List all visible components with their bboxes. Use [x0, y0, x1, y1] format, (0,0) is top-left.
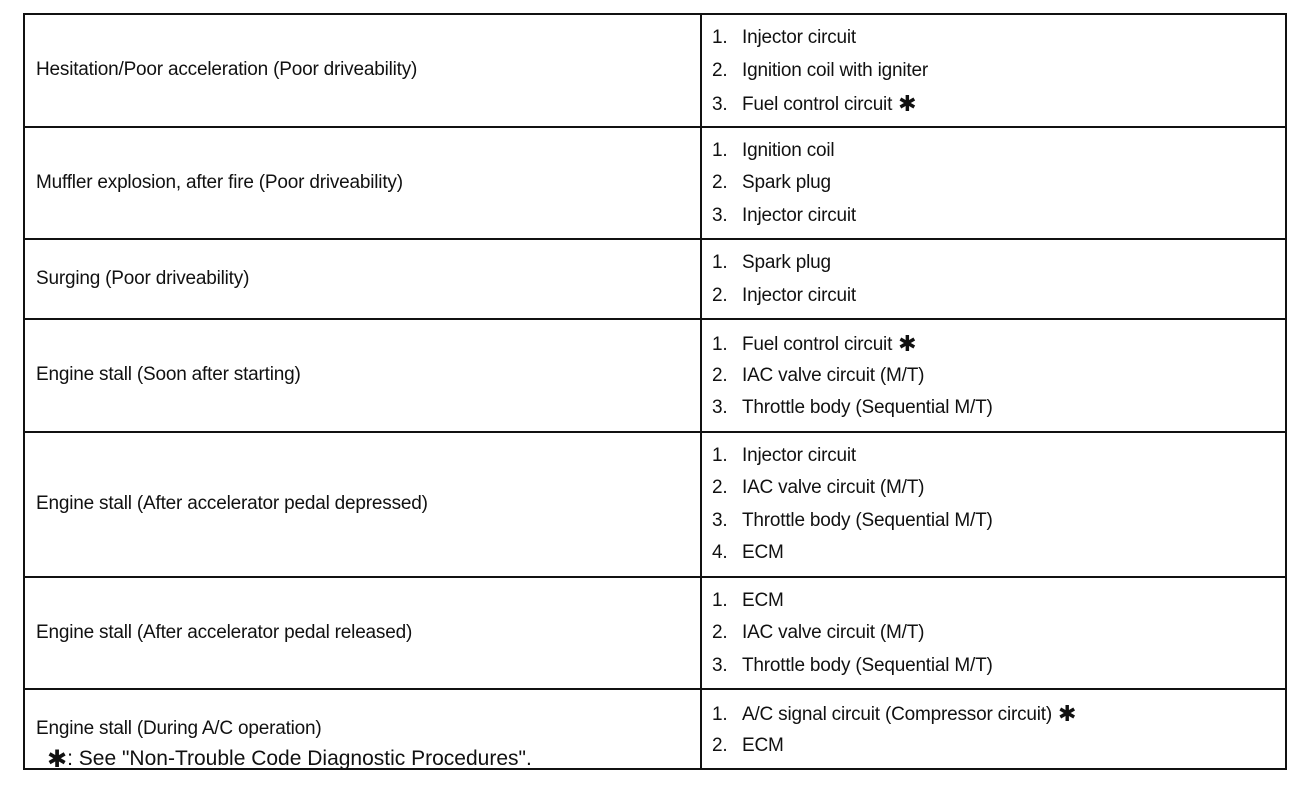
table-row: [24, 14, 1286, 127]
list-item: [712, 697, 1285, 730]
item-number: 2.: [712, 622, 728, 643]
item-text: Injector circuit: [742, 27, 857, 48]
item-number: 2.: [712, 364, 728, 386]
item-number: 2.: [712, 734, 728, 756]
item-text: A/C signal circuit (Compressor circuit): [742, 704, 1052, 725]
list-item: [712, 392, 1285, 425]
item-number: 1.: [712, 589, 728, 611]
item-number: 3.: [712, 94, 728, 115]
list-item: [712, 360, 1285, 393]
list-item: [712, 280, 1285, 313]
item-text: IAC valve circuit (M/T): [742, 477, 925, 498]
list-item: [712, 135, 1285, 168]
list-item: [712, 617, 1285, 650]
item-text: Injector circuit: [742, 284, 857, 306]
table-row: [24, 577, 1286, 690]
item-text: Throttle body (Sequential M/T): [742, 509, 993, 531]
item-text: Fuel control circuit: [742, 94, 893, 115]
list-item: [712, 167, 1285, 200]
item-text: Throttle body (Sequential M/T): [742, 654, 993, 676]
possible-causes-cell: [701, 577, 1286, 690]
footnote-star-icon: ✱: [47, 746, 68, 773]
item-text: IAC valve circuit (M/T): [742, 622, 925, 643]
item-number: 1.: [712, 334, 728, 355]
item-number: 1.: [712, 139, 728, 161]
list-item: [712, 650, 1285, 683]
possible-causes-cell: [701, 689, 1286, 769]
asterisk-icon: ✱: [1058, 701, 1077, 726]
item-text: Spark plug: [742, 252, 831, 273]
table-row: [24, 239, 1286, 319]
list-item: [712, 247, 1285, 280]
item-number: 2.: [712, 172, 728, 193]
list-item: [712, 327, 1285, 360]
item-number: 3.: [712, 204, 728, 226]
symptom-cell: Muffler explosion, after fire (Poor driveability): [24, 127, 701, 240]
asterisk-icon: ✱: [898, 331, 917, 356]
item-number: 1.: [712, 444, 728, 466]
symptom-cell: Surging (Poor driveability): [24, 239, 701, 319]
list-item: [712, 200, 1285, 233]
list-item: [712, 22, 1285, 55]
item-text: ECM: [742, 589, 784, 611]
footnote-text: : See "Non-Trouble Code Diagnostic Procedures".: [67, 747, 532, 770]
item-text: Ignition coil with igniter: [742, 59, 928, 81]
item-text: Injector circuit: [742, 444, 857, 466]
item-number: 3.: [712, 397, 728, 418]
list-item: [712, 537, 1285, 570]
diagnostic-table: [23, 13, 1287, 770]
table-row: [24, 319, 1286, 432]
item-number: 3.: [712, 509, 728, 531]
item-number: 1.: [712, 27, 728, 48]
item-number: 1.: [712, 704, 728, 725]
list-item: [712, 730, 1285, 763]
list-item: [712, 472, 1285, 505]
possible-causes-cell: [701, 239, 1286, 319]
item-text: ECM: [742, 734, 784, 756]
list-item: [712, 585, 1285, 618]
possible-causes-cell: [701, 127, 1286, 240]
symptom-cell: Engine stall (After accelerator pedal released): [24, 577, 701, 690]
item-text: IAC valve circuit (M/T): [742, 364, 925, 386]
symptom-cell: Engine stall (After accelerator pedal depressed): [24, 432, 701, 577]
item-number: 2.: [712, 59, 728, 81]
item-text: Spark plug: [742, 172, 831, 193]
item-number: 4.: [712, 542, 728, 563]
item-text: ECM: [742, 542, 784, 563]
item-number: 3.: [712, 654, 728, 676]
item-text: Injector circuit: [742, 204, 857, 226]
item-text: Ignition coil: [742, 139, 835, 161]
item-number: 2.: [712, 284, 728, 306]
symptom-cell: Engine stall (Soon after starting): [24, 319, 701, 432]
footnote: [47, 743, 532, 772]
symptom-cell: Engine stall (During A/C operation): [24, 689, 701, 769]
symptom-cell: Hesitation/Poor acceleration (Poor driveability): [24, 14, 701, 127]
item-text: Fuel control circuit: [742, 334, 893, 355]
possible-causes-cell: [701, 432, 1286, 577]
item-number: 2.: [712, 477, 728, 498]
table-row: [24, 127, 1286, 240]
diagnostic-table-body: [24, 14, 1286, 769]
list-item: [712, 505, 1285, 538]
list-item: [712, 87, 1285, 120]
asterisk-icon: ✱: [898, 91, 917, 116]
possible-causes-cell: [701, 319, 1286, 432]
table-row: [24, 432, 1286, 577]
possible-causes-cell: [701, 14, 1286, 127]
item-text: Throttle body (Sequential M/T): [742, 397, 993, 418]
list-item: [712, 440, 1285, 473]
item-number: 1.: [712, 252, 728, 273]
list-item: [712, 55, 1285, 88]
